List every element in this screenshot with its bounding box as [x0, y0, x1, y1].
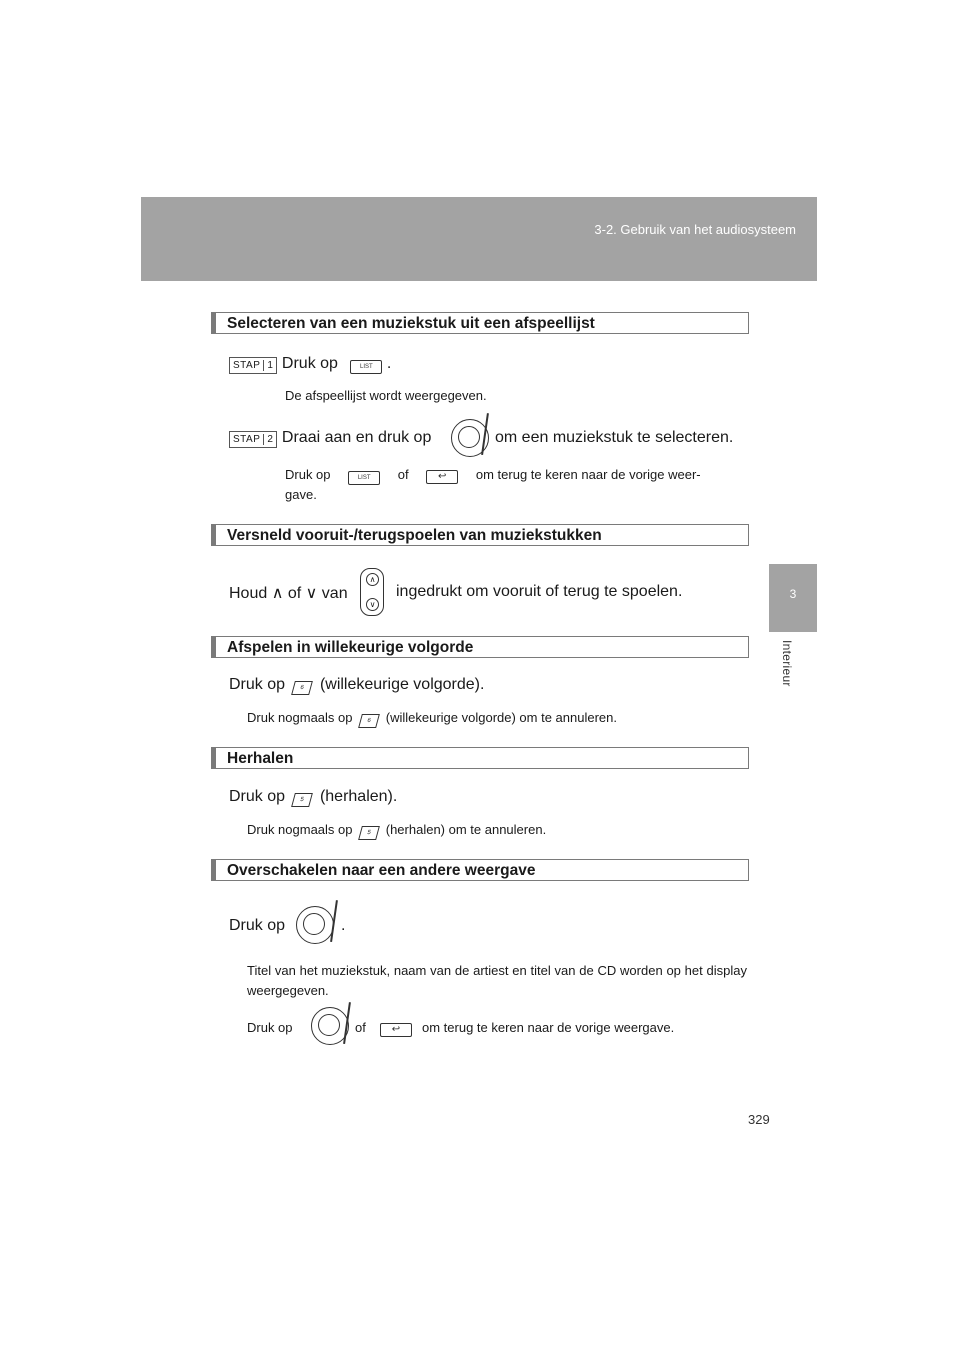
seek-button-icon: ∧ ∨: [360, 568, 384, 621]
back-key-icon: ↩: [380, 1019, 412, 1037]
seek-text-b: ingedrukt om vooruit of terug te spoelen.: [396, 583, 683, 600]
preset-6-key-icon: 6: [292, 681, 314, 695]
preset-5-key-icon: 5: [292, 793, 314, 807]
section-heading-seek: [211, 524, 749, 546]
tune-knob-icon: [296, 906, 334, 949]
repeat-note: Druk nogmaals op 5 (herhalen) om te annuleren.: [247, 820, 546, 840]
seek-text-a: Houd ∧ of ∨ van: [229, 585, 348, 602]
step-text: Draai aan en druk op: [281, 429, 432, 446]
step-2-note: Druk op LIST of ↩ om terug te keren naar de vorige weer- gave.: [285, 467, 701, 502]
random-instruction: Druk op 6 (willekeurige volgorde).: [229, 676, 485, 693]
list-key-icon: LIST: [348, 471, 380, 485]
step-1-note: De afspeellijst wordt weergegeven.: [285, 388, 487, 403]
display-note-1: Titel van het muziekstuk, naam van de artiest en titel van de CD worden op het display weergegeven.: [247, 963, 747, 998]
section-heading-display: [211, 859, 749, 881]
display-text-a: Druk op: [229, 917, 286, 934]
page-number: 329: [748, 1112, 770, 1127]
step-text: Druk op: [281, 355, 338, 372]
chapter-number: 3: [789, 587, 797, 601]
back-key-icon: ↩: [426, 470, 458, 484]
step-badge: STAP 1: [229, 357, 277, 374]
step-1: [229, 355, 391, 374]
chapter-label: Interieur: [780, 640, 794, 687]
display-note-2-a: Druk op: [247, 1020, 293, 1035]
section-title: Versneld vooruit-/terugspoelen van muziekstukken: [227, 527, 602, 544]
list-key-icon: LIST: [350, 360, 382, 374]
random-note: Druk nogmaals op 6 (willekeurige volgorde) om te annuleren.: [247, 708, 617, 728]
display-note-2-b: of: [355, 1020, 366, 1035]
repeat-instruction: Druk op 5 (herhalen).: [229, 788, 398, 805]
section-heading-repeat: [211, 747, 749, 769]
step-2-text: om een muziekstuk te selecteren.: [495, 429, 734, 446]
step-text-end: .: [386, 355, 392, 372]
display-text-b: .: [341, 917, 346, 934]
section-title: Herhalen: [227, 750, 294, 767]
preset-6-key-icon: 6: [358, 714, 380, 728]
header-section-title: 3-2. Gebruik van het audiosysteem: [594, 222, 796, 237]
display-note-2-c: om terug te keren naar de vorige weergave.: [422, 1020, 675, 1035]
section-heading-playlist: [211, 312, 749, 334]
header-band: [141, 197, 817, 281]
section-title: Overschakelen naar een andere weergave: [227, 862, 536, 879]
section-heading-random: [211, 636, 749, 658]
section-title: Afspelen in willekeurige volgorde: [227, 639, 474, 656]
step-badge: STAP 2: [229, 431, 277, 448]
preset-5-key-icon: 5: [358, 826, 380, 840]
section-title: Selecteren van een muziekstuk uit een afspeellijst: [227, 315, 595, 332]
step-2: [229, 429, 431, 448]
